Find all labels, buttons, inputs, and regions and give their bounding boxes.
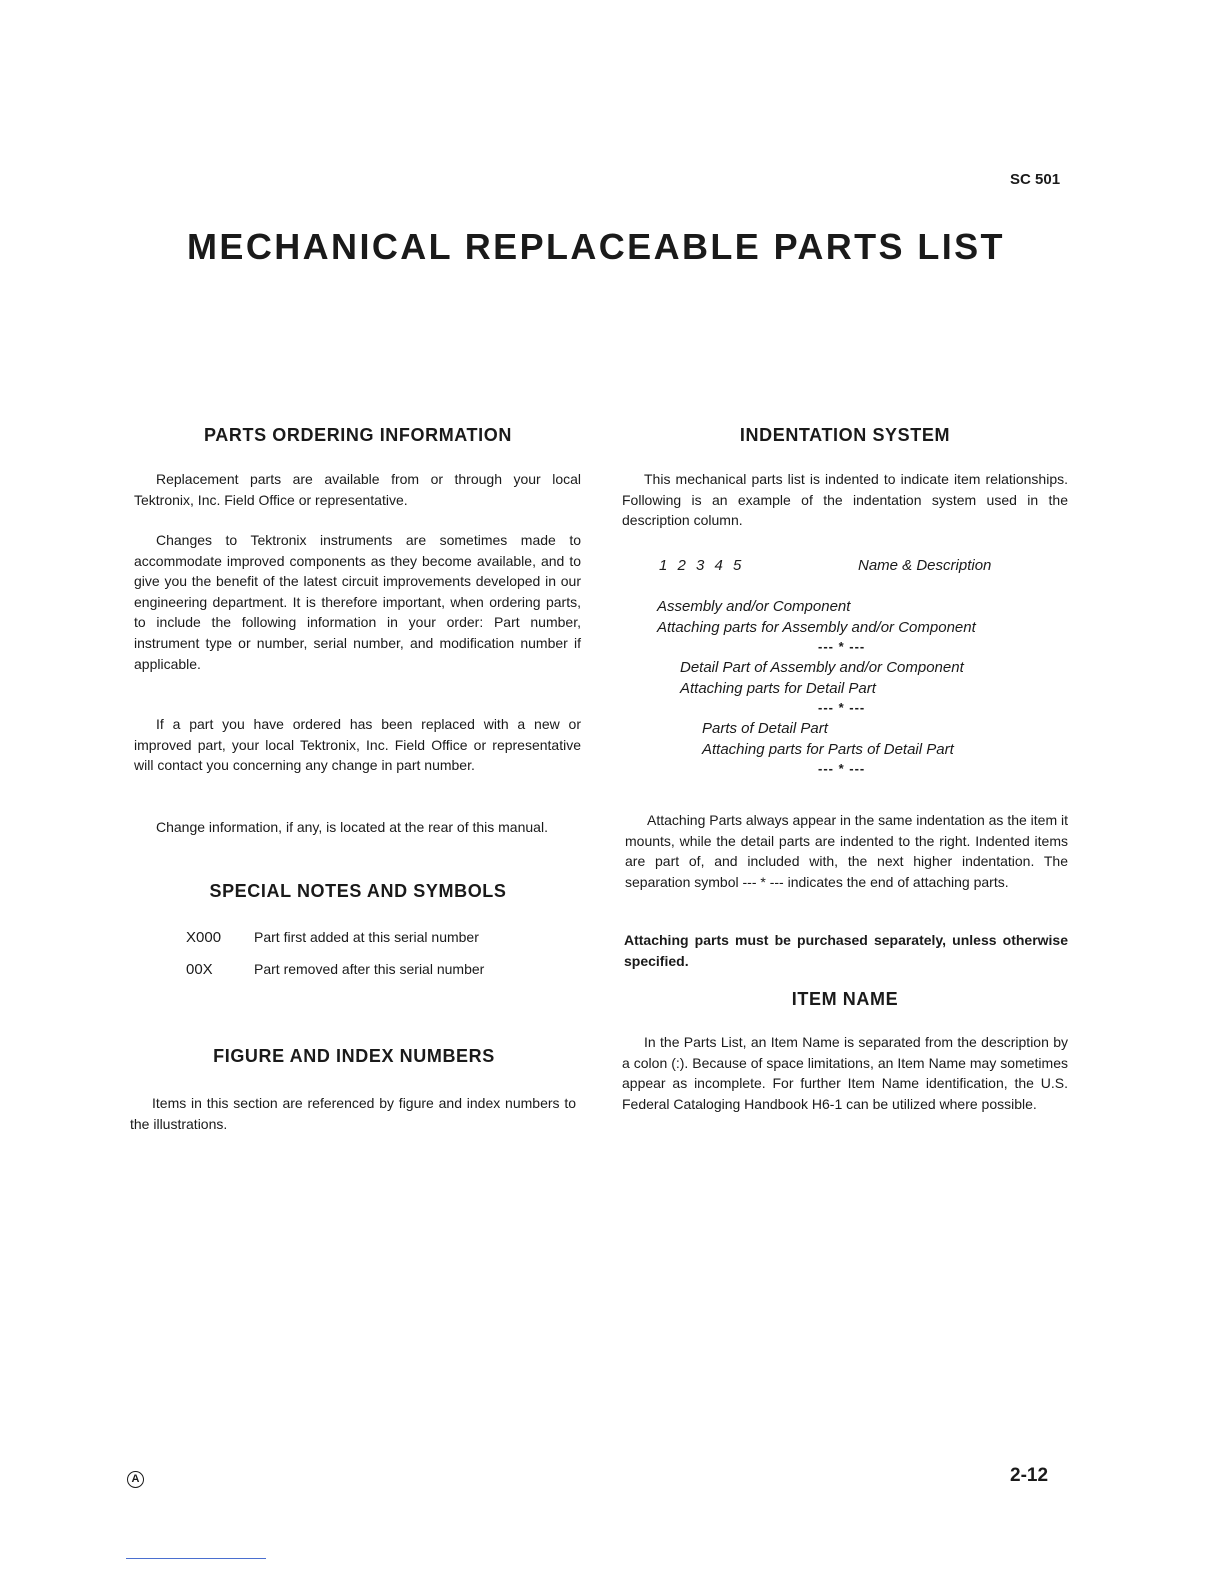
symbol-code: X000 (186, 929, 222, 946)
indent-example-line: Attaching parts for Assembly and/or Component (657, 619, 976, 636)
parts-ordering-paragraph-1: Replacement parts are available from or through your local Tektronix, Inc. Field Office or representative. (134, 471, 581, 508)
symbol-code: 00X (186, 961, 213, 978)
page-title: MECHANICAL REPLACEABLE PARTS LIST (187, 226, 1005, 267)
indentation-paragraph-3: Attaching parts must be purchased separately, unless otherwise specified. (624, 932, 1068, 969)
separator-symbol: --- * --- (818, 761, 866, 776)
model-number: SC 501 (1010, 171, 1061, 188)
symbol-description: Part first added at this serial number (254, 929, 479, 945)
indentation-paragraph-2: Attaching Parts always appear in the same indentation as the item it mounts, while the detail parts are indented to the right. Indented items are part of, and included with, the next higher indentation. The separation symbol --- * --- indicates the end of attaching parts. (625, 812, 1069, 890)
indent-level-numbers: 1 2 3 4 5 (659, 557, 742, 574)
indent-example-line: Attaching parts for Parts of Detail Part (702, 741, 954, 758)
parts-ordering-heading: PARTS ORDERING INFORMATION (204, 425, 512, 445)
symbol-description: Part removed after this serial number (254, 961, 485, 977)
indentation-heading: INDENTATION SYSTEM (739, 425, 951, 445)
item-name-heading: ITEM NAME (791, 989, 899, 1009)
indentation-paragraph-1: This mechanical parts list is indented to indicate item relationships. Following is an example of the indentation system used in the description column. (622, 471, 1068, 529)
indent-example-line: Attaching parts for Detail Part (680, 680, 876, 697)
parts-ordering-paragraph-2: Changes to Tektronix instruments are sometimes made to accommodate improved components as they become available, and to give you the benefit of the latest circuit improvements developed in our engineering department. It is therefore important, when ordering parts, to include the following information in your order: Part number, instrument type or number, serial number, and modification number if applicable. (134, 532, 581, 672)
separator-symbol: --- * --- (818, 700, 866, 715)
figure-index-heading: FIGURE AND INDEX NUMBERS (213, 1046, 495, 1066)
separator-symbol: --- * --- (818, 639, 866, 654)
page-number: 2-12 (1010, 1465, 1049, 1486)
special-notes-heading: SPECIAL NOTES AND SYMBOLS (209, 881, 507, 901)
indent-example-line: Assembly and/or Component (657, 598, 851, 615)
item-name-paragraph: In the Parts List, an Item Name is separated from the description by a colon (:). Because of space limitations, an Item Name may sometimes appear as incomplete. For further Item Name identification, the U.S. Federal Cataloging Handbook H6-1 can be utilized where possible. (622, 1034, 1068, 1112)
parts-ordering-paragraph-4: Change information, if any, is located at the rear of this manual. (156, 819, 548, 835)
tektronix-logo-icon: A (127, 1471, 144, 1488)
indent-example-line: Detail Part of Assembly and/or Component (680, 659, 964, 676)
parts-ordering-paragraph-3: If a part you have ordered has been replaced with a new or improved part, your local Tektronix, Inc. Field Office or representative will contact you concerning any change in part number. (134, 716, 581, 774)
figure-index-paragraph: Items in this section are referenced by figure and index numbers to the illustrations. (130, 1095, 576, 1132)
name-description-label: Name & Description (858, 557, 992, 574)
indent-example-line: Parts of Detail Part (702, 720, 828, 737)
footer-rule (126, 1558, 266, 1559)
